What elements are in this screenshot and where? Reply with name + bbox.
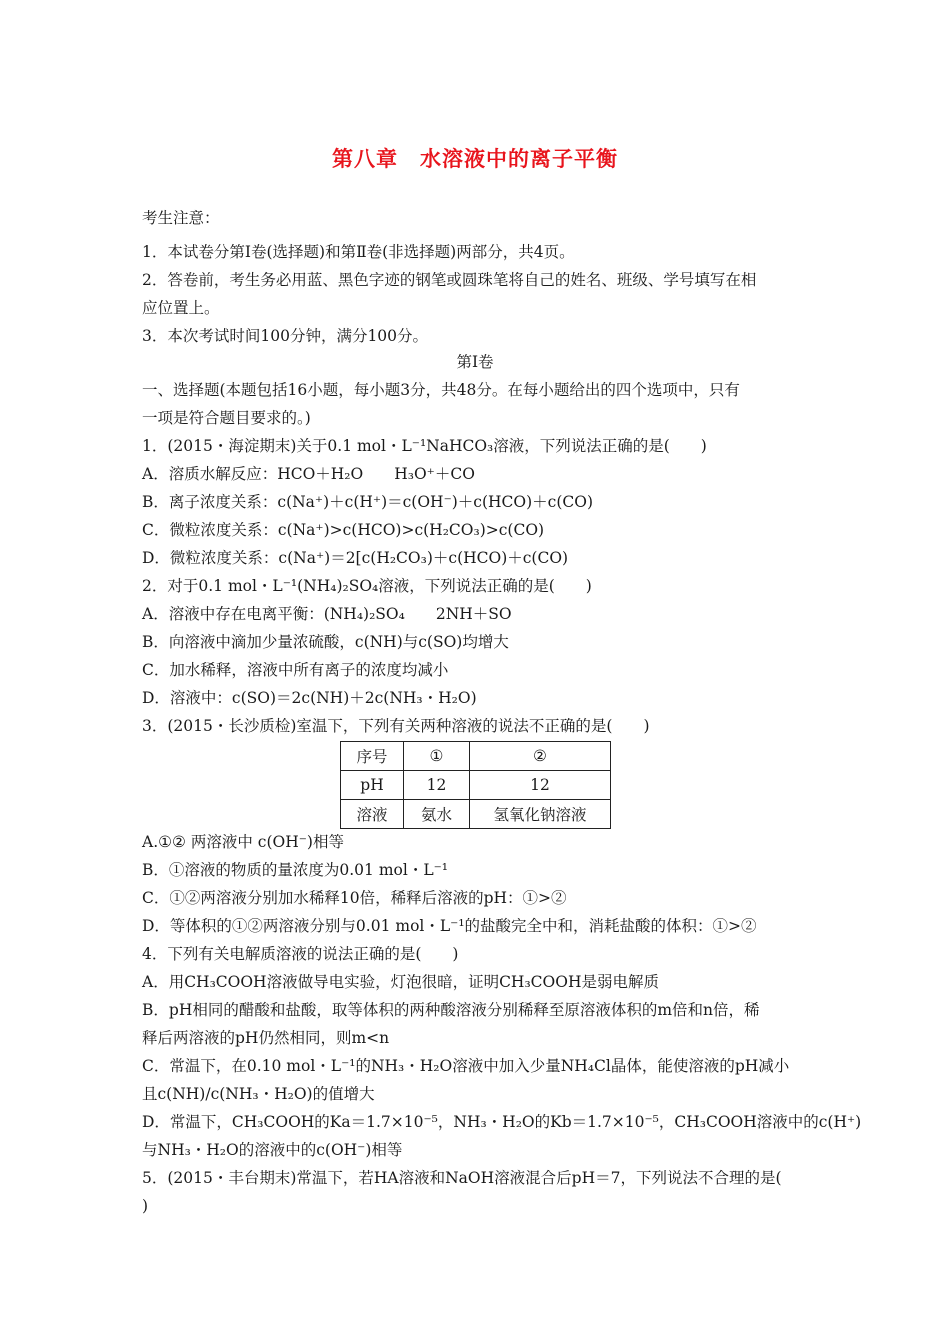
chapter-title: 第八章 水溶液中的离子平衡: [332, 147, 618, 171]
question-4-option-b: B．pH相同的醋酸和盐酸，取等体积的两种酸溶液分别稀释至原溶液体积的m倍和n倍，稀: [142, 1001, 760, 1019]
question-3-stem: 3．(2015・长沙质检)室温下，下列有关两种溶液的说法不正确的是( ): [142, 717, 650, 735]
question-3-option-d: D．等体积的①②两溶液分别与0.01 mol・L⁻¹的盐酸完全中和，消耗盐酸的体积：①>②: [142, 917, 757, 935]
question-4-option-d: D．常温下，CH₃COOH的Ka＝1.7×10⁻⁵，NH₃・H₂O的Kb＝1.7×10⁻⁵，CH₃COOH溶液中的c(H⁺): [142, 1113, 862, 1131]
question-2-stem: 2．对于0.1 mol・L⁻¹(NH₄)₂SO₄溶液，下列说法正确的是( ): [142, 577, 592, 595]
section-instructions: 一项是符合题目要求的。): [142, 409, 311, 427]
question-1-stem: 1．(2015・海淀期末)关于0.1 mol・L⁻¹NaHCO₃溶液，下列说法正确的是( ): [142, 437, 707, 455]
question-4-stem: 4．下列有关电解质溶液的说法正确的是( ): [142, 945, 459, 963]
question-1-option-c: C．微粒浓度关系：c(Na⁺)>c(HCO)>c(H₂CO₃)>c(CO): [142, 521, 545, 539]
table-row: [341, 800, 611, 829]
question-3-table: [340, 741, 611, 829]
question-4-option-c-cont: 且c(NH)/c(NH₃・H₂O)的值增大: [142, 1085, 375, 1103]
table-row: [341, 771, 611, 800]
section-instructions: 一、选择题(本题包括16小题，每小题3分，共48分。在每小题给出的四个选项中，只有: [142, 381, 740, 399]
question-1-option-b: B．离子浓度关系：c(Na⁺)＋c(H⁺)＝c(OH⁻)＋c(HCO)＋c(CO): [142, 493, 594, 511]
question-4-option-a: A．用CH₃COOH溶液做导电实验，灯泡很暗，证明CH₃COOH是弱电解质: [142, 973, 659, 991]
table-cell: 12: [470, 771, 611, 800]
notice-heading: 考生注意：: [142, 209, 220, 227]
table-cell: 氢氧化钠溶液: [470, 800, 611, 829]
table-cell: 氨水: [404, 800, 470, 829]
question-2-option-c: C．加水稀释，溶液中所有离子的浓度均减小: [142, 661, 449, 679]
notice-item: 1．本试卷分第Ⅰ卷(选择题)和第Ⅱ卷(非选择题)两部分，共4页。: [142, 243, 575, 261]
question-3-option-a: A.①② 两溶液中 c(OH⁻)相等: [142, 833, 344, 851]
question-5-stem: 5．(2015・丰台期末)常温下，若HA溶液和NaOH溶液混合后pH＝7，下列说法不合理的是(: [142, 1169, 782, 1187]
question-1-option-a: A．溶质水解反应：HCO＋H₂O H₃O⁺＋CO: [142, 465, 475, 483]
table-cell: 12: [404, 771, 470, 800]
question-5-stem-cont: ): [142, 1197, 149, 1215]
table-cell: 溶液: [341, 800, 404, 829]
notice-item: 2．答卷前，考生务必用蓝、黑色字迹的钢笔或圆珠笔将自己的姓名、班级、学号填写在相: [142, 271, 757, 289]
question-2-option-b: B．向溶液中滴加少量浓硫酸，c(NH)与c(SO)均增大: [142, 633, 509, 651]
notice-item: 3．本次考试时间100分钟，满分100分。: [142, 327, 429, 345]
question-2-option-a: A．溶液中存在电离平衡：(NH₄)₂SO₄ 2NH＋SO: [142, 605, 512, 623]
question-4-option-d-cont: 与NH₃・H₂O的溶液中的c(OH⁻)相等: [142, 1141, 403, 1159]
notice-item: 应位置上。: [142, 299, 220, 317]
table-cell: ②: [470, 742, 611, 771]
table-cell: ①: [404, 742, 470, 771]
question-2-option-d: D．溶液中：c(SO)＝2c(NH)＋2c(NH₃・H₂O): [142, 689, 477, 707]
question-1-option-d: D．微粒浓度关系：c(Na⁺)＝2[c(H₂CO₃)＋c(HCO)＋c(CO): [142, 549, 569, 567]
question-3-option-c: C．①②两溶液分别加水稀释10倍，稀释后溶液的pH：①>②: [142, 889, 567, 907]
question-4-option-b-cont: 释后两溶液的pH仍然相同，则m<n: [142, 1029, 390, 1047]
table-cell: 序号: [341, 742, 404, 771]
table-row: [341, 742, 611, 771]
question-3-option-b: B．①溶液的物质的量浓度为0.01 mol・L⁻¹: [142, 861, 449, 879]
table-cell: pH: [341, 771, 404, 800]
part-heading: 第Ⅰ卷: [456, 353, 494, 371]
question-4-option-c: C．常温下，在0.10 mol・L⁻¹的NH₃・H₂O溶液中加入少量NH₄Cl晶体，能使溶液的pH减小: [142, 1057, 790, 1075]
